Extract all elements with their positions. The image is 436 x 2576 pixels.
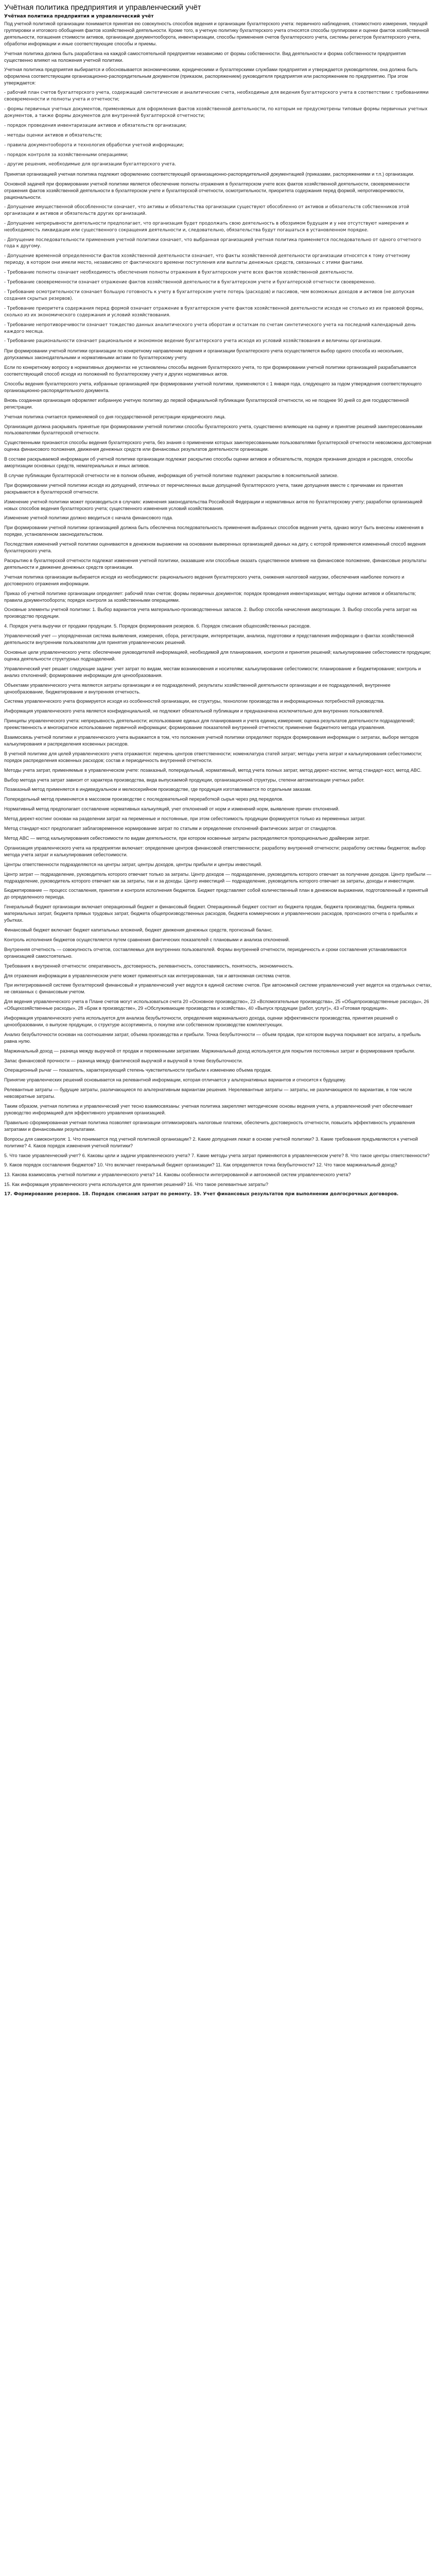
document-paragraph: Центр затрат — подразделение, руководитель которого отвечает только за затраты. Центр доходов — подразделение, руководитель которого отвечает за получение доходов. Центр прибыли — подразделение, руководитель которого отвечает как за затраты, так и за доходы. Центр инвестиций — подразделение, руководитель которого отвечает за затраты, доходы и инвестиции. [4, 871, 431, 884]
document-paragraph: 17. Формирование резервов. 18. Порядок списания затрат по ремонту. 19. Учет финансовых результатов при выполнении долгосрочных договоров. [4, 1192, 399, 1197]
document-paragraph: 13. Какова взаимосвязь учетной политики и управленческого учета? 14. Каковы особенности интегрированной и автономной систем управленческого учета? [4, 1172, 351, 1178]
document-paragraph: Выбор метода учета затрат зависит от характера производства, вида выпускаемой продукции, организационной структуры, степени автоматизации учетных работ. [4, 777, 365, 783]
document-paragraph: - порядок контроля за хозяйственными операциями; [4, 152, 129, 158]
document-paragraph: - формы первичных учетных документов, применяемых для оформления фактов хозяйственной деятельности, по которым не предусмотрены типовые формы первичных учетных документов, а также формы документов для внутренней бухгалтерской отчетности; [4, 106, 428, 118]
document-paragraph: При формировании учетной политики организации по конкретному направлению ведения и организации бухгалтерского учета осуществляется выбор одного способа из нескольких, допускаемых законодательными и нормативными актами по бухгалтерскому учету. [4, 348, 404, 361]
page-subtitle: Учётная политика предприятия и управленческий учёт [4, 14, 154, 19]
document-paragraph: Объектами управленческого учета являются затраты организации и ее подразделений, результаты хозяйственной деятельности организации и ее подразделений, внутреннее ценообразование, бюджетирование и внутренняя отчетность. [4, 682, 391, 694]
document-paragraph: Учетная политика организации выбирается исходя из необходимости: рационального ведения бухгалтерского учета, снижения налоговой нагрузки, обеспечения наиболее полного и достоверного отражения информации. [4, 574, 405, 586]
document-paragraph: Управленческий учет решает следующие задачи: учет затрат по видам, местам возникновения и носителям; калькулирование себестоимости; планирование и бюджетирование; контроль и анализ отклонений; формирование информации для ценообразования. [4, 666, 421, 678]
document-paragraph: Контроль исполнения бюджетов осуществляется путем сравнения фактических показателей с плановыми и анализа отклонений. [4, 937, 290, 942]
document-paragraph: Таким образом, учетная политика и управленческий учет тесно взаимосвязаны: учетная политика закрепляет методические основы ведения учета, а управленческий учет обеспечивает руководство информацией для эффективного управления организацией. [4, 1104, 413, 1115]
document-paragraph: Правильно сформированная учетная политика позволяет организации оптимизировать налоговые платежи, обеспечить достоверность отчетности, повысить эффективность управления затратами и финансовыми результатами. [4, 1120, 415, 1132]
document-paragraph: Центры ответственности подразделяются на центры затрат, центры доходов, центры прибыли и центры инвестиций. [4, 861, 263, 867]
document-paragraph: В составе раскрываемой информации об учетной политике организации подлежат раскрытию способы оценки активов и обязательств, порядок признания доходов и расходов, способы амортизации основных средств, нематериальных и иных активов. [4, 456, 413, 469]
document-paragraph: Вопросы для самоконтроля: 1. Что понимается под учетной политикой организации? 2. Какие допущения лежат в основе учетной политики? 3. Какие требования предъявляются к учетной политике? 4. Каков порядок изменения учетной политики? [4, 1136, 418, 1148]
document-paragraph: - порядок проведения инвентаризации активов и обязательств организации; [4, 123, 187, 128]
document-paragraph: Методы учета затрат, применяемые в управленческом учете: позаказный, попередельный, нормативный, метод учета полных затрат, метод директ-костинг, метод стандарт-кост, метод ABC. [4, 767, 422, 773]
document-paragraph: Принятая организацией учетная политика подлежит оформлению соответствующей организационно-распорядительной документацией (приказами, распоряжениями и т.п.) организации. [4, 172, 414, 177]
document-paragraph: Требования к внутренней отчетности: оперативность, достоверность, релевантность, сопоставимость, понятность, экономичность. [4, 963, 294, 969]
document-paragraph: Управленческий учет — упорядоченная система выявления, измерения, сбора, регистрации, интерпретации, анализа, подготовки и представления информации о фактах хозяйственной деятельности внутренним пользователям для принятия управленческих решений. [4, 633, 414, 646]
document-paragraph: - Требование приоритета содержания перед формой означает отражение в бухгалтерском учете фактов хозяйственной деятельности исходя не столько из их правовой формы, сколько из их экономического содержания и условий хозяйствования. [4, 306, 424, 318]
document-paragraph: - Требование рациональности означает рациональное и экономное ведение бухгалтерского учета исходя из условий хозяйствования и величины организации. [4, 338, 382, 344]
document-paragraph: Система управленческого учета формируется исходя из особенностей организации, ее структуры, технологии производства и информационных потребностей руководства. [4, 699, 385, 704]
document-paragraph: Внутренняя отчетность — совокупность отчетов, составляемых для внутренних пользователей. Формы внутренней отчетности, периодичность и сроки составления устанавливаются организацией самостоятельно. [4, 946, 407, 959]
document-paragraph: 4. Порядок учета выручки от продажи продукции. 5. Порядок формирования резервов. 6. Порядок списания общехозяйственных расходов. [4, 623, 311, 629]
document-paragraph: - Требование непротиворечивости означает тождество данных аналитического учета оборотам и остаткам по счетам синтетического учета на последний календарный день каждого месяца. [4, 322, 416, 334]
document-paragraph: Организация должна раскрывать принятые при формировании учетной политики способы бухгалтерского учета, существенно влияющие на оценку и принятие решений заинтересованными пользователями бухгалтерской отчетности. [4, 423, 423, 436]
document-paragraph: Маржинальный доход — разница между выручкой от продаж и переменными затратами. Маржинальный доход используется для покрытия постоянных затрат и формирования прибыли. [4, 1048, 415, 1054]
document-paragraph: Взаимосвязь учетной политики и управленческого учета выражается в том, что положения учетной политики определяют порядок формирования информации о затратах, выборе методов калькулирования и распределения косвенных расходов. [4, 735, 419, 747]
document-paragraph: - методы оценки активов и обязательств; [4, 132, 102, 138]
document-paragraph: Запас финансовой прочности — разница между фактической выручкой и выручкой в точке безубыточности. [4, 1058, 243, 1063]
document-paragraph: Для отражения информации в управленческом учете может применяться как интегрированная, так и автономная система счетов. [4, 973, 291, 978]
document-paragraph: Способы ведения бухгалтерского учета, избранные организацией при формировании учетной политики, применяются с 1 января года, следующего за годом утверждения соответствующего организационно-распорядительного документа. [4, 381, 422, 393]
document-paragraph: Под учетной политикой организации понимается принятая ею совокупность способов ведения и организации бухгалтерского учета: первичного наблюдения, стоимостного измерения, текущей группировки и итогового обобщения фактов хозяйственной деятельности. Кроме того, в учетную политику бухгалтерского учета относятся способы группировки и оценки фактов хозяйственной деятельности, погашения стоимости активов, организации документооборота, инвентаризации, способы применения счетов бухгалтерского учета, системы регистров бухгалтерского учета, обработки информации и иные соответствующие способы и приемы. [4, 21, 429, 46]
document-paragraph: Изменение учетной политики должно вводиться с начала финансового года. [4, 515, 173, 521]
document-paragraph: - другие решения, необходимые для организации бухгалтерского учета. [4, 162, 177, 167]
document-paragraph: - Требование своевременности означает отражение фактов хозяйственной деятельности в бухгалтерском учете и бухгалтерской отчетности своевременно. [4, 280, 376, 285]
document-paragraph: - Допущение временной определенности фактов хозяйственной деятельности означает, что факты хозяйственной деятельности организации относятся к тому отчетному периоду, в котором они имели место, независимо от фактического времени поступления или выплаты денежных средств, связанных с этими фактами. [4, 253, 410, 266]
document-paragraph: Учетная политика предприятия выбирается и обосновывается экономическими, юридическими и бухгалтерскими службами предприятия и утверждается руководителем, она должна быть оформлена соответствующим организационно-распорядительным документом (приказом, распоряжением) руководителя предприятия или распоряжением по предприятию. При этом утверждается: [4, 67, 418, 86]
document-paragraph: Информация управленческого учета является конфиденциальной, не подлежит обязательной публикации и предназначена исключительно для внутренних пользователей. [4, 708, 384, 714]
document-paragraph: Финансовый бюджет включает бюджет капитальных вложений, бюджет движения денежных средств, прогнозный баланс. [4, 927, 273, 933]
document-paragraph: - Требование осмотрительности означает большую готовность к учету в бухгалтерском учете потерь (расходов) и пассивов, чем возможных доходов и активов (не допуская создания скрытых резервов). [4, 290, 414, 301]
document-paragraph: Изменение учетной политики может производиться в случаях: изменения законодательства Российской Федерации и нормативных актов по бухгалтерскому учету; разработки организацией новых способов ведения бухгалтерского учета; существенного изменения условий хозяйствования. [4, 499, 423, 511]
document-paragraph: Учетная политика должна быть разработана на каждой самостоятельной предприятии независимо от формы собственности. Вид деятельности и форма собственности предприятия существенно влияют на положения учетной политики. [4, 50, 406, 63]
document-paragraph: Организация управленческого учета на предприятии включает: определение центров финансовой ответственности; разработку внутренней отчетности; разработку системы бюджетов; выбор метода учета затрат и калькулирования себестоимости. [4, 845, 426, 857]
document-paragraph: Принципы управленческого учета: непрерывность деятельности; использование единых для планирования и учета единиц измерения; оценка результатов деятельности подразделений; преемственность и многократное использование первичной информации; формирование показателей внутренней отчетности; применение бюджетного метода управления. [4, 718, 415, 731]
document-paragraph: Генеральный бюджет организации включает операционный бюджет и финансовый бюджет. Операционный бюджет состоит из бюджета продаж, бюджета производства, бюджета прямых материальных затрат, бюджета прямых трудовых затрат, бюджета общепроизводственных расходов, бюджета коммерческих и управленческих расходов, прогнозного отчета о прибылях и убытках. [4, 904, 418, 923]
document-paragraph: При формировании учетной политики исходя из допущений, отличных от перечисленных выше допущений бухгалтерского учета, такие допущения вместе с причинами их принятия раскрываются в бухгалтерской отчетности. [4, 482, 403, 495]
document-paragraph: Попередельный метод применяется в массовом производстве с последовательной переработкой сырья через ряд переделов. [4, 796, 284, 802]
document-paragraph: 15. Как информация управленческого учета используется для принятия решений? 16. Что такое релевантные затраты? [4, 1182, 269, 1188]
document-paragraph: - правила документооборота и технология обработки учетной информации; [4, 142, 184, 148]
document-paragraph: Метод стандарт-кост предполагает заблаговременное нормирование затрат по статьям и определение отклонений фактических затрат от стандартов. [4, 826, 337, 832]
document-paragraph: Информация управленческого учета используется для анализа безубыточности, определения маржинального дохода, оценки эффективности производства, принятия решений о ценообразовании, о выпуске продукции, о структуре ассортимента, о покупке или собственном производстве комплектующих. [4, 1015, 398, 1027]
document-paragraph: Метод директ-костинг основан на разделении затрат на переменные и постоянные, при этом себестоимость продукции формируется только из переменных затрат. [4, 816, 366, 822]
document-paragraph: Основные элементы учетной политики: 1. Выбор вариантов учета материально-производственных запасов. 2. Выбор способа начисления амортизации. 3. Выбор способа учета затрат на производство продукции. [4, 607, 417, 619]
document-paragraph: - Требование полноты означает необходимость обеспечения полноты отражения в бухгалтерском учете всех фактов хозяйственной деятельности. [4, 270, 354, 276]
document-paragraph: Основные цели управленческого учета: обеспечение руководителей информацией, необходимой для планирования, контроля и принятия решений; калькулирование себестоимости продукции; оценка деятельности структурных подразделений. [4, 649, 431, 662]
document-paragraph: 5. Что такое управленческий учет? 6. Каковы цели и задачи управленческого учета? 7. Какие методы учета затрат применяются в управленческом учете? 8. Что такое центры ответственности? [4, 1153, 430, 1158]
document-paragraph: Нормативный метод предполагает составление нормативных калькуляций, учет отклонений от норм и изменений норм, выявление причин отклонений. [4, 806, 340, 812]
document-paragraph: В учетной политике для целей управленческого учета отражаются: перечень центров ответственности; номенклатура статей затрат; методы учета затрат и калькулирования себестоимости; порядок распределения косвенных расходов; состав и периодичность внутренней отчетности. [4, 751, 422, 763]
document-paragraph: Основной задачей при формировании учетной политики является обеспечение полноты отражения в бухгалтерском учете всех фактов хозяйственной деятельности, своевременности отражения фактов хозяйственной деятельности в бухгалтерском учете и бухгалтерской отчетности, осмотрительности, приоритета содержания перед формой, непротиворечивости, рациональности. [4, 181, 410, 200]
document-paragraph: 9. Каков порядок составления бюджетов? 10. Что включает генеральный бюджет организации? 11. Как определяется точка безубыточности? 12. Что такое маржинальный доход? [4, 1162, 397, 1168]
document-paragraph: - Допущение непрерывности деятельности предполагает, что организация будет продолжать свою деятельность в обозримом будущем и у нее отсутствуют намерения и необходимость ликвидации или существенного сокращения деятельности и, следовательно, обязательства будут погашаться в установленном порядке. [4, 221, 409, 233]
document-body [4, 21, 432, 1198]
document-paragraph: Релевантные затраты — будущие затраты, различающиеся по альтернативным вариантам решения. Нерелевантные затраты — затраты, не различающиеся по вариантам, в том числе невозвратные затраты. [4, 1087, 412, 1099]
document-paragraph: - рабочий план счетов бухгалтерского учета, содержащий синтетические и аналитические счета, необходимые для ведения бухгалтерского учета в соответствии с требованиями своевременности и полноты учета и отчетности; [4, 90, 429, 103]
document-paragraph: В случае публикации бухгалтерской отчетности не в полном объеме, информация об учетной политике подлежит раскрытию в пояснительной записке. [4, 472, 339, 478]
document-paragraph: При интегрированной системе бухгалтерский финансовый и управленческий учет ведутся в единой системе счетов. При автономной системе управленческий учет ведется на отдельных счетах, не связанных с финансовым учетом. [4, 982, 432, 995]
document-paragraph: Учетная политика считается применяемой со дня государственной регистрации юридического лица. [4, 414, 226, 419]
document-paragraph: Принятие управленческих решений основывается на релевантной информации, которая отличается у альтернативных вариантов и относится к будущему. [4, 1077, 346, 1083]
document-paragraph: - Допущение имущественной обособленности означает, что активы и обязательства организации существуют обособленно от активов и обязательств собственников этой организации и активов и обязательств других организаций. [4, 204, 409, 216]
document-paragraph: Бюджетирование — процесс составления, принятия и контроля исполнения бюджетов. Бюджет представляет собой количественный план в денежном выражении, подготовленный и принятый до определенного периода. [4, 888, 428, 900]
page-title: Учётная политика предприятия и управленческий учёт [4, 3, 201, 12]
document-paragraph: Вновь созданная организация оформляет избранную учетную политику до первой официальной публикации бухгалтерской отчетности, но не позднее 90 дней со дня государственной регистрации. [4, 397, 409, 410]
document-page [0, 0, 436, 1198]
document-paragraph: Если по конкретному вопросу в нормативных документах не установлены способы ведения бухгалтерского учета, то при формировании учетной политики организацией разрабатывается соответствующий способ исходя из положений по бухгалтерскому учету и других нормативных актов. [4, 365, 416, 377]
document-paragraph: Метод ABC — метод калькулирования себестоимости по видам деятельности, при котором косвенные затраты распределяются пропорционально драйверам затрат. [4, 836, 370, 841]
document-paragraph: Анализ безубыточности основан на соотношении затрат, объема производства и прибыли. Точка безубыточности — объем продаж, при котором выручка покрывает все затраты, а прибыль равна нулю. [4, 1031, 421, 1044]
document-paragraph: Существенными признаются способы ведения бухгалтерского учета, без знания о применении которых заинтересованными пользователями бухгалтерской отчетности невозможна достоверная оценка финансового положения, движения денежных средств или финансовых результатов деятельности организации. [4, 440, 432, 452]
document-paragraph: Приказ об учетной политике организации определяет: рабочий план счетов; формы первичных документов; порядок проведения инвентаризации; методы оценки активов и обязательств; правила документооборота; порядок контроля за хозяйственными операциями. [4, 590, 416, 603]
document-paragraph: Последствия изменений учетной политики оцениваются в денежном выражении на основании выверенных организацией данных на дату, с которой применяется измененный способ ведения бухгалтерского учета. [4, 541, 426, 554]
document-paragraph: Позаказный метод применяется в индивидуальном и мелкосерийном производстве, где продукция изготавливается по отдельным заказам. [4, 787, 312, 792]
document-paragraph: Для ведения управленческого учета в Плане счетов могут использоваться счета 20 «Основное производство», 23 «Вспомогательные производства», 25 «Общепроизводственные расходы», 26 «Общехозяйственные расходы», 28 «Брак в производстве», 29 «Обслуживающие производства и хозяйства», 40 «Выпуск продукции (работ, услуг)», 43 «Готовая продукция». [4, 999, 429, 1011]
document-paragraph: Раскрытию в бухгалтерской отчетности подлежат изменения учетной политики, оказавшие или способные оказать существенное влияние на финансовое положение, финансовые результаты деятельности и движение денежных средств организации. [4, 558, 427, 570]
document-paragraph: - Допущение последовательности применения учетной политики означает, что выбранная организацией учетная политика применяется последовательно от одного отчетного года к другому. [4, 237, 422, 249]
document-paragraph: Операционный рычаг — показатель, характеризующий степень чувствительности прибыли к изменению объема продаж. [4, 1067, 272, 1073]
document-paragraph: При формировании учетной политики организацией должна быть обеспечена последовательность применения выбранных способов ведения учета, однако могут быть внесены изменения в порядке, установленном законодательством. [4, 525, 424, 537]
